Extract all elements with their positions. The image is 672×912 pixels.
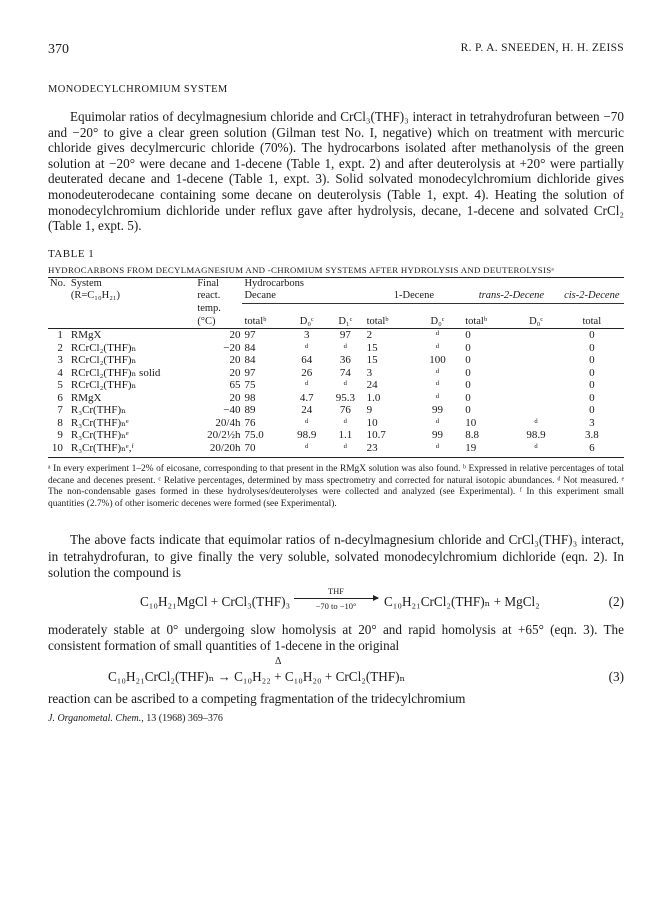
- cell-no: 1: [57, 329, 63, 342]
- cell-de-t: 23: [366, 441, 378, 454]
- cell-dec-d1: ᵈ: [343, 441, 348, 454]
- cell-no: 7: [57, 404, 63, 417]
- cell-dec-d1: ᵈ: [343, 379, 348, 392]
- cell-cis: 0: [589, 354, 595, 367]
- table-head-row-2: [48, 290, 624, 303]
- paragraph-3: moderately stable at 0° undergoing slow homolysis at 20° and rapid homolysis at +65° (eqn. 3). The consistent formation of small quantities of 1-decene in the original: [48, 621, 624, 654]
- cell-tr-d0: [512, 379, 559, 392]
- eqn2-number: (2): [608, 593, 624, 609]
- cell-sys: RMgX: [70, 391, 102, 404]
- equation-2: [48, 586, 624, 620]
- cell-no: 4: [57, 366, 63, 379]
- head-system-sub: (R=C₁₀H₂₁): [70, 290, 121, 302]
- journal-ref: 13 (1968) 369–376: [146, 713, 223, 725]
- cell-dec-t: 98: [244, 391, 256, 404]
- cell-tr-t: 0: [465, 354, 471, 367]
- cell-de-d0: ᵈ: [435, 341, 440, 354]
- page-number: 370: [48, 42, 69, 57]
- cell-dec-d0: 4.7: [299, 391, 314, 404]
- cell-de-t: 15: [366, 354, 378, 367]
- cell-dec-t: 97: [244, 329, 256, 342]
- head-temp: temp.: [197, 303, 221, 315]
- cell-dec-d1: 36: [339, 354, 351, 367]
- cell-tr-d0: [512, 329, 559, 342]
- cell-de-d0: ᵈ: [435, 416, 440, 429]
- table-row: [48, 442, 624, 455]
- cell-dec-d0: ᵈ: [305, 441, 309, 454]
- cell-dec-t: 84: [244, 354, 256, 367]
- table-head-row-4: [48, 316, 624, 329]
- cell-temp: 20: [229, 391, 241, 404]
- cell-cis: 0: [589, 379, 595, 392]
- paragraph-4: reaction can be ascribed to a competing fragmentation of the tridecylchromium: [48, 690, 466, 706]
- eqn3-number: (3): [608, 668, 624, 684]
- paragraph-1-text: Equimolar ratios of decylmagnesium chloride and CrCl₃(THF)₃ interact in tetrahydrofuran between −70 and −20° to give a clear green solution (Gilman test No. I, negative) which on treatment with mercuric chloride gives decylmercuric chloride (70%). The hydrocarbons isolated after methanolysis of the green solution at −20° were decane and 1-decene (Table 1, expt. 2) and after deuterolysis at +20° were partially deuterated decane and 1-decene (Table 1, expt. 3). Solid solvated monodecylchromium dichloride gives monodeuterodecane containing some decane on deuterolysis (Table 1, expt. 4). Heating the solution of monodecylchromium dichloride under reflux gave after hydrolysis, decane, 1-decene and solvated CrCl₂ (Table 1, expt. 5).: [48, 109, 624, 234]
- cell-tr-d0: [512, 354, 559, 367]
- cell-de-d0: 99: [431, 429, 443, 442]
- cell-temp: 20/4h: [215, 416, 241, 429]
- cell-tr-d0: [512, 404, 559, 417]
- cell-dec-d1: 76: [339, 404, 351, 417]
- table-row: [48, 429, 624, 442]
- table-head-row-3: [48, 303, 624, 316]
- cell-sys: R₃Cr(THF)ₙᵉ: [70, 416, 129, 429]
- head-hydrocarbons: Hydrocarbons: [244, 277, 304, 289]
- table-row: [48, 354, 624, 367]
- eqn3-delta: Δ: [275, 655, 282, 667]
- cell-de-t: 10.7: [366, 429, 386, 442]
- cell-no: 9: [57, 429, 63, 442]
- cell-no: 3: [57, 354, 63, 367]
- paragraph-2: The above facts indicate that equimolar ratios of n-decylmagnesium chloride and CrCl₃(THF)₃ interact, in tetrahydrofuran, to give finally the very soluble, solvated monodecylchromium dichloride (eqn. 2). In solution the compound is: [48, 532, 624, 581]
- cell-dec-d0: ᵈ: [305, 379, 309, 392]
- cell-no: 5: [57, 379, 63, 392]
- cell-cis: 0: [589, 329, 595, 342]
- cell-de-t: 2: [366, 329, 373, 342]
- cell-cis: 6: [589, 441, 595, 454]
- cell-tr-d0: [512, 367, 559, 380]
- cell-tr-t: 0: [465, 341, 471, 354]
- cell-cis: 0: [589, 341, 595, 354]
- cell-temp: −40: [223, 404, 241, 417]
- table-row: [48, 367, 624, 380]
- cell-cis: 3: [589, 416, 595, 429]
- cell-dec-t: 84: [244, 341, 256, 354]
- cell-dec-d0: ᵈ: [305, 341, 309, 354]
- cell-dec-t: 89: [244, 404, 256, 417]
- page: [48, 42, 624, 724]
- cell-dec-d0: 98.9: [297, 429, 317, 442]
- cell-de-t: 10: [366, 416, 378, 429]
- cell-de-d0: 100: [429, 354, 446, 367]
- cell-dec-d1: 97: [339, 329, 351, 342]
- head-trans: trans-2-Decene: [463, 290, 559, 303]
- cell-dec-d0: 64: [301, 354, 313, 367]
- eqn2-lhs: C₁₀H₂₁MgCl + CrCl₃(THF)₃: [140, 593, 291, 609]
- paragraph-1: [48, 109, 624, 234]
- cell-dec-d1: 1.1: [338, 429, 353, 442]
- eqn3-text: C₁₀H₂₁CrCl₂(THF)ₙ → C₁₀H₂₂ + C₁₀H₂₀ + CrCl₂(THF)ₙ: [108, 668, 406, 684]
- head-decene: 1-Decene: [365, 290, 464, 303]
- cell-tr-t: 10: [465, 416, 477, 429]
- head-trans-d0: D₀ᶜ: [512, 316, 559, 329]
- cell-tr-d0: [512, 342, 559, 355]
- cell-sys: RCrCl₂(THF)ₙ solid: [70, 366, 161, 379]
- cell-de-d0: ᵈ: [435, 391, 440, 404]
- cell-de-t: 15: [366, 341, 378, 354]
- table-row: [48, 342, 624, 355]
- cell-tr-t: 0: [465, 366, 471, 379]
- cell-dec-t: 75.0: [244, 429, 264, 442]
- head-decane-total: totalᵇ: [242, 316, 287, 329]
- head-system: System: [70, 277, 102, 289]
- cell-tr-t: 0: [465, 329, 471, 342]
- table-row: [48, 404, 624, 417]
- cell-tr-t: 0: [465, 379, 471, 392]
- cell-temp: 65: [229, 379, 241, 392]
- cell-de-d0: ᵈ: [435, 379, 440, 392]
- cell-dec-d0: 3: [303, 329, 310, 342]
- cell-dec-t: 76: [244, 416, 256, 429]
- cell-tr-d0: ᵈ: [534, 441, 538, 454]
- cell-dec-d0: 26: [301, 366, 313, 379]
- cell-cis: 0: [589, 391, 595, 404]
- cell-no: 2: [57, 341, 63, 354]
- cell-cis: 0: [589, 366, 595, 379]
- cell-dec-d1: ᵈ: [343, 341, 348, 354]
- table-caption: HYDROCARBONS FROM DECYLMAGNESIUM AND -CHROMIUM SYSTEMS AFTER HYDROLYSIS AND DEUTEROLYSISᵃ: [48, 264, 555, 275]
- head-unit: (°C): [195, 316, 242, 329]
- table-body: [48, 329, 624, 455]
- journal-name: J. Organometal. Chem.,: [48, 713, 144, 725]
- cell-sys: RCrCl₂(THF)ₙ: [70, 341, 137, 354]
- cell-no: 10: [51, 441, 63, 454]
- cell-tr-t: 0: [465, 391, 471, 404]
- cell-dec-t: 97: [244, 366, 256, 379]
- cell-dec-d1: 74: [339, 366, 351, 379]
- cell-dec-t: 70: [244, 441, 256, 454]
- cell-de-t: 3: [366, 366, 373, 379]
- cell-temp: 20: [229, 329, 241, 342]
- head-no: No.: [50, 277, 66, 289]
- cell-dec-d1: 95.3: [335, 391, 355, 404]
- cell-de-d0: ᵈ: [435, 366, 440, 379]
- head-trans-total: totalᵇ: [463, 316, 512, 329]
- cell-dec-d0: ᵈ: [305, 416, 309, 429]
- cell-tr-d0: [512, 392, 559, 405]
- table-row: [48, 379, 624, 392]
- eqn2-below: −70 to −10°: [315, 600, 357, 611]
- cell-cis: 0: [589, 404, 595, 417]
- table-bottom-rule: [48, 457, 624, 458]
- table-row: [48, 417, 624, 430]
- cell-de-d0: ᵈ: [435, 441, 440, 454]
- cell-sys: RCrCl₂(THF)ₙ: [70, 379, 137, 392]
- cell-dec-d1: ᵈ: [343, 416, 348, 429]
- head-cis-total: total: [560, 316, 624, 329]
- cell-no: 6: [57, 391, 63, 404]
- table-row: [48, 392, 624, 405]
- head-decane-d0: D₀ᶜ: [287, 316, 326, 329]
- cell-sys: R₃Cr(THF)ₙᵉ,ᶠ: [70, 441, 134, 454]
- cell-de-d0: 99: [431, 404, 443, 417]
- cell-de-t: 1.0: [366, 391, 381, 404]
- head-decane-d1: D₁ᶜ: [326, 316, 365, 329]
- cell-de-d0: ᵈ: [435, 329, 440, 342]
- section-title: MONODECYLCHROMIUM SYSTEM: [48, 84, 228, 95]
- head-cis: cis-2-Decene: [560, 290, 624, 303]
- head-react: react.: [197, 290, 221, 302]
- table-label: TABLE 1: [48, 247, 95, 260]
- running-authors: R. P. A. SNEEDEN, H. H. ZEISS: [460, 42, 624, 54]
- cell-temp: −20: [223, 341, 241, 354]
- eqn2-rhs: C₁₀H₂₁CrCl₂(THF)ₙ + MgCl₂: [384, 593, 540, 609]
- eqn2-arrow: [294, 586, 378, 611]
- cell-sys: RCrCl₂(THF)ₙ: [70, 354, 137, 367]
- cell-sys: R₃Cr(THF)ₙ: [70, 404, 126, 417]
- cell-tr-t: 8.8: [465, 429, 479, 442]
- table-head-row-1: [48, 278, 624, 291]
- equation-3: [48, 657, 624, 687]
- footnote-text: ᵃ In every experiment 1–2% of eicosane, corresponding to that present in the RMgX solution was also found. ᵇ Expressed in relative percentages of total decane and decenes present. ᶜ Relative percentages, determined by mass spectrometry and corrected for natural isotopic abundances. ᵈ Not measured. ᵉ The non-condensable gases formed in these hydrolyses/deuterolyses were collected and analyzed (see Experimental). ᶠ In this experiment small quantities (2.7%) of other isomeric decenes were formed (see Experimental).: [48, 464, 624, 509]
- head-final: Final: [197, 277, 219, 289]
- table-footnotes: [48, 464, 624, 510]
- cell-tr-d0: ᵈ: [534, 416, 538, 429]
- cell-temp: 20/20h: [209, 441, 241, 454]
- cell-temp: 20: [229, 354, 241, 367]
- cell-tr-t: 19: [465, 441, 477, 454]
- cell-tr-d0: 98.9: [526, 429, 546, 442]
- cell-sys: RMgX: [70, 329, 102, 342]
- cell-tr-t: 0: [465, 404, 471, 417]
- cell-cis: 3.8: [584, 429, 599, 442]
- cell-de-t: 24: [366, 379, 378, 392]
- cell-dec-d0: 24: [301, 404, 313, 417]
- running-header: [48, 42, 624, 58]
- head-decane: Decane: [242, 290, 364, 303]
- cell-sys: R₃Cr(THF)ₙᵉ: [70, 429, 129, 442]
- table-row: [48, 329, 624, 342]
- head-decene-total: totalᵇ: [365, 316, 412, 329]
- cell-dec-t: 75: [244, 379, 256, 392]
- cell-temp: 20/2½h: [207, 429, 241, 442]
- eqn2-above: THF: [327, 585, 345, 596]
- journal-footer: [48, 713, 624, 724]
- cell-no: 8: [57, 416, 63, 429]
- cell-temp: 20: [229, 366, 241, 379]
- head-decene-d0: D₀ᶜ: [412, 316, 463, 329]
- cell-de-t: 9: [366, 404, 373, 417]
- results-table: [48, 278, 624, 455]
